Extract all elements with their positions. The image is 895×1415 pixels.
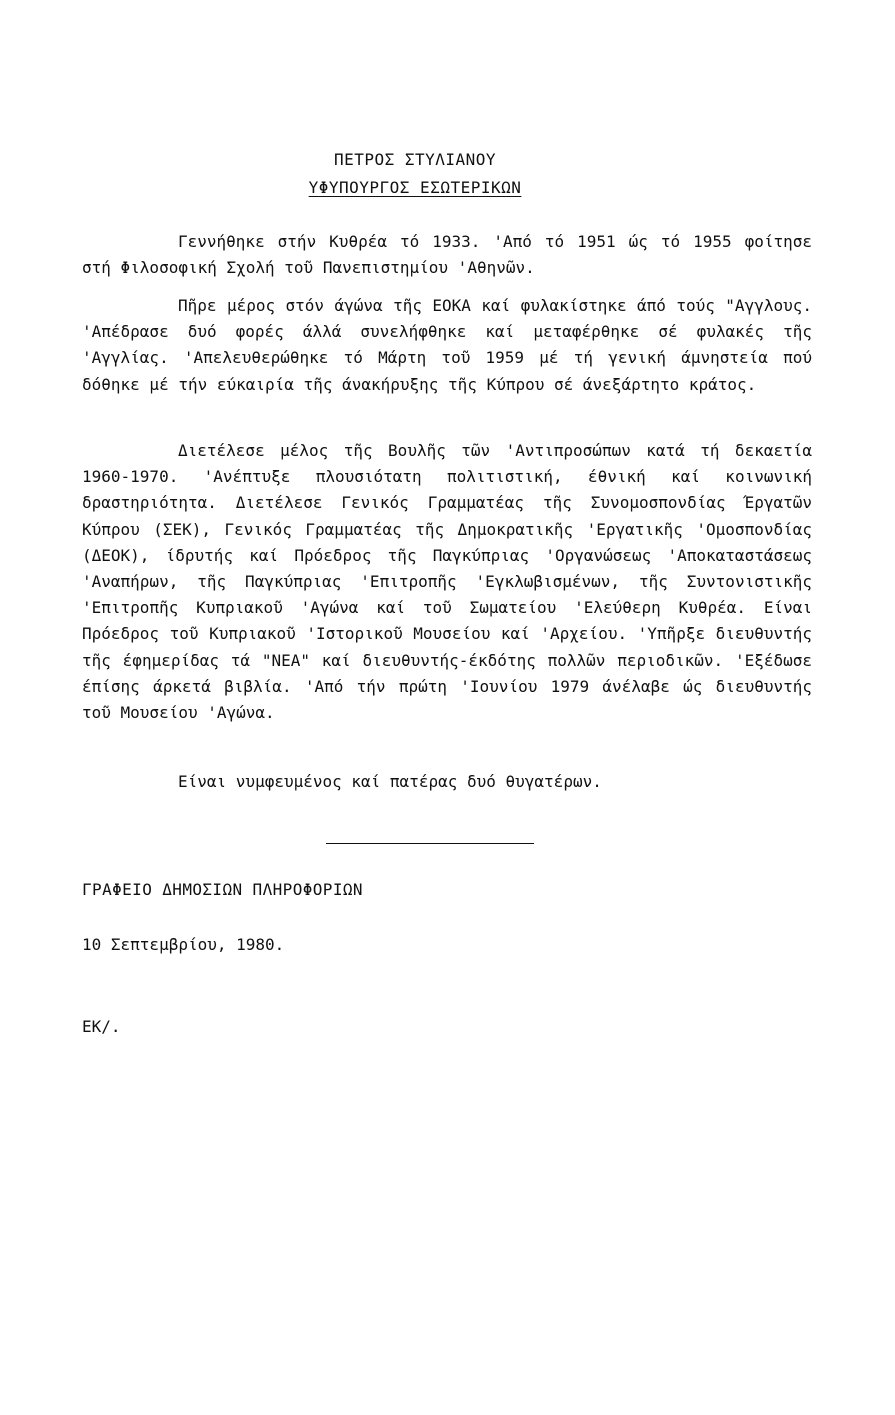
person-title: ΥΦΥΠΟΥΡΓΟΣ ΕΣΩΤΕΡΙΚΩΝ bbox=[308, 178, 522, 197]
issue-date: 10 Σεπτεμβρίου, 1980. bbox=[82, 935, 285, 954]
paragraph-birth-education: Γεννήθηκε στήν Κυθρέα τό 1933. 'Από τό 1951 ώς τό 1955 φοίτησε στή Φιλοσοφική Σχολή τοῦ Πανεπιστημίου 'Αθηνῶν. bbox=[82, 232, 812, 278]
paragraph-family: Είναι νυμφευμένος καί πατέρας δυό θυγατέρων. bbox=[178, 772, 602, 791]
paragraph-eoka-struggle: Πῆρε μέρος στόν άγώνα τῆς ΕΟΚΑ καί φυλακίστηκε άπό τούς "Αγγλους. 'Απέδρασε δυό φορές άλλά συνελήφθηκε καί μεταφέρθηκε σέ φυλακές τῆς 'Αγγλίας. 'Απελευθερώθηκε τό Μάρτη τοῦ 1959 μέ τή γενική άμνηστεία πού δόθηκε μέ τήν εύκαιρία τῆς άνακήρυξης τῆς Κύπρου σέ άνεξάρτητο κράτος. bbox=[82, 296, 812, 394]
person-name: ΠΕΤΡΟΣ ΣΤΥΛΙΑΝΟΥ bbox=[333, 150, 497, 169]
separator-line bbox=[326, 843, 534, 844]
issuing-office: ΓΡΑΦΕΙΟ ΔΗΜΟΣΙΩΝ ΠΛΗΡΟΦΟΡΙΩΝ bbox=[82, 880, 363, 899]
paragraph-career: Διετέλεσε μέλος τῆς Βουλῆς τῶν 'Αντιπροσώπων κατά τή δεκαετία 1960-1970. 'Ανέπτυξε πλουσιότατη πολιτιστική, έθνική καί κοινωνική δραστηριότητα. Διετέλεσε Γενικός Γραμματέας τῆς Συνομοσπονδίας Έργατῶν Κύπρου (ΣΕΚ), Γενικός Γραμματέας τῆς Δημοκρατικῆς 'Εργατικῆς 'Ομοσπονδίας (ΔΕΟΚ), ίδρυτής καί Πρόεδρος τῆς Παγκύπριας 'Οργανώσεως 'Αποκαταστάσεως 'Αναπήρων, τῆς Παγκύπριας 'Επιτροπῆς 'Εγκλωβισμένων, τῆς Συντονιστικῆς 'Επιτροπῆς Κυπριακοῦ 'Αγώνα καί τοῦ Σωματείου 'Ελεύθερη Κυθρέα. Είναι Πρόεδρος τοῦ Κυπριακοῦ 'Ιστορικοῦ Μουσείου καί 'Αρχείου. 'Υπῆρξε διευθυντής τῆς έφημερίδας τά "ΝΕΑ" καί διευθυντής-έκδότης πολλῶν περιοδικῶν. 'Εξέδωσε έπίσης άρκετά βιβλία. 'Από τήν πρώτη 'Ιουνίου 1979 άνέλαβε ώς διευθυντής τοῦ Μουσείου 'Αγώνα. bbox=[82, 441, 812, 723]
typist-initials: ΕΚ/. bbox=[82, 1017, 121, 1036]
